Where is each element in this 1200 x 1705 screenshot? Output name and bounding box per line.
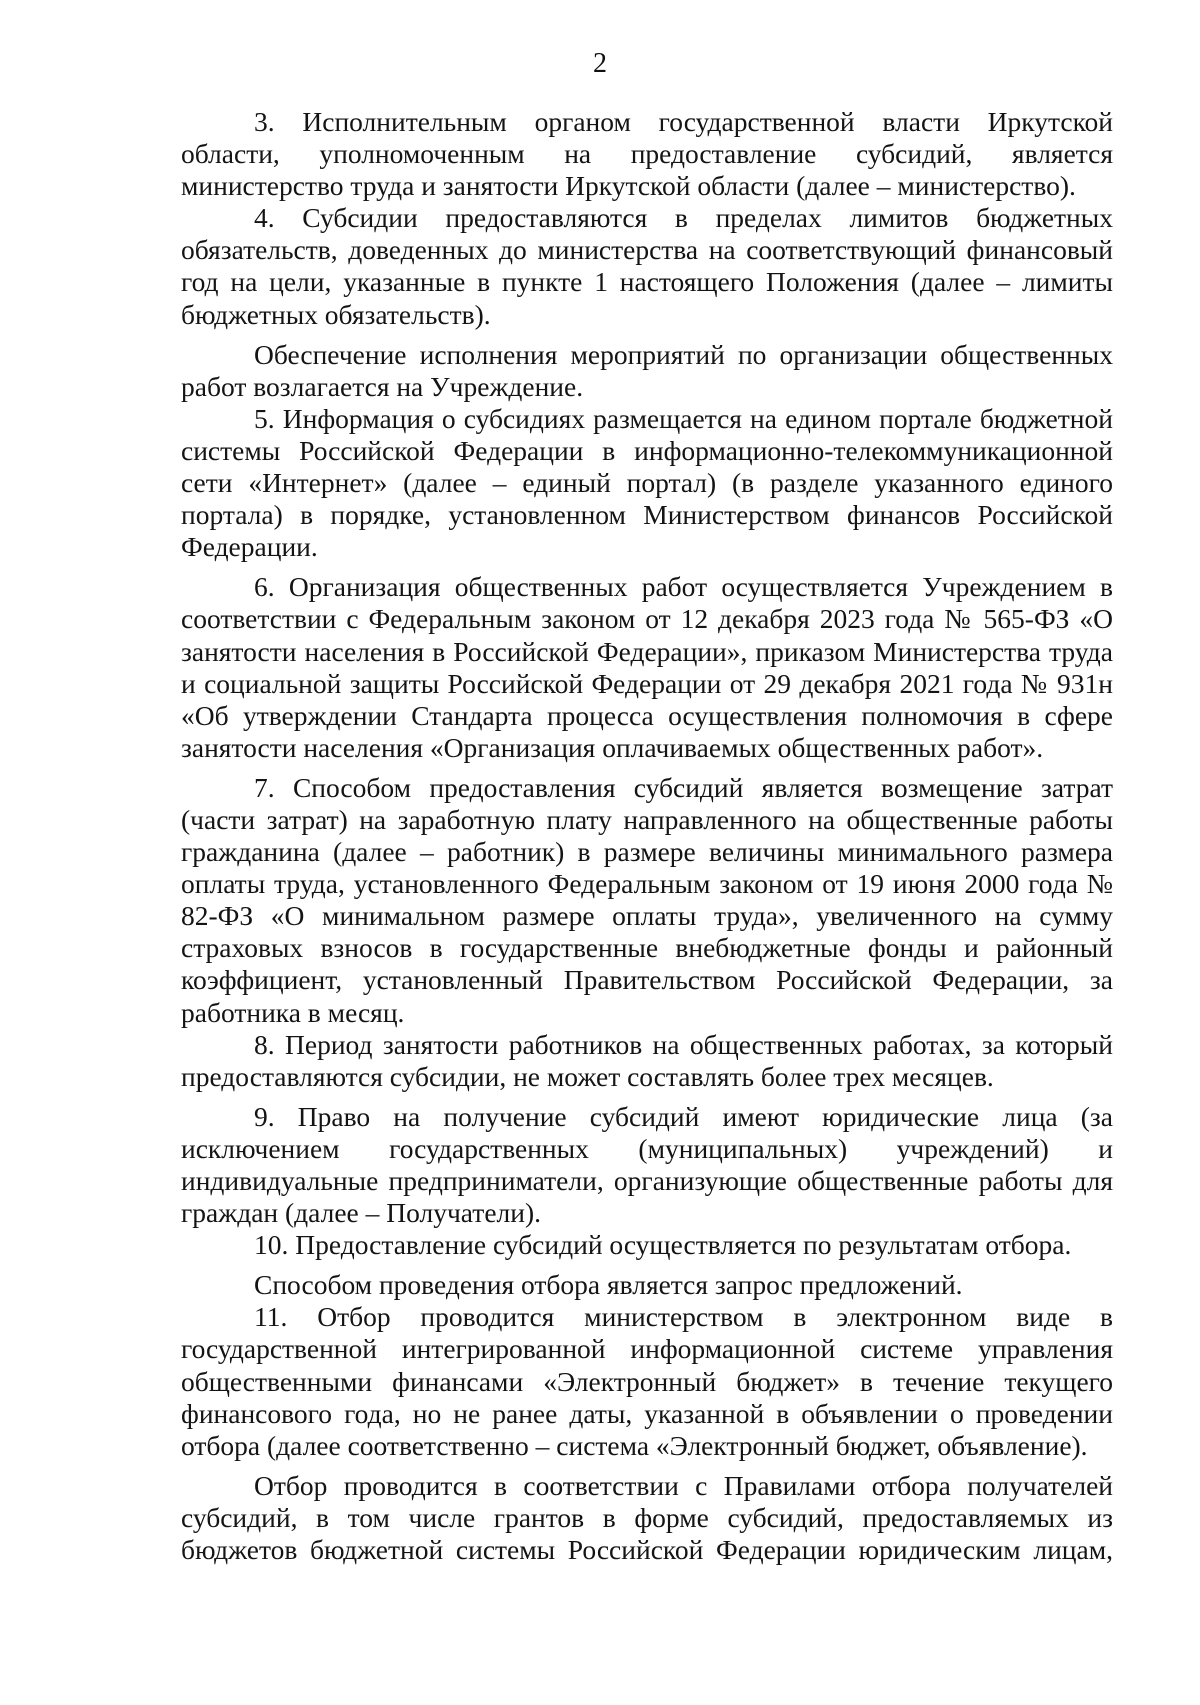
paragraph-item-5: 5. Информация о субсидиях размещается на едином портале бюджетной системы Российской Федерации в информационно-телекоммуникационной сети «Интернет» (далее – единый портал) (в разделе указанного единого портала) в порядке, установленном Министерством финансов Российской Федерации. — [181, 402, 1113, 563]
page-number: 2 — [593, 48, 607, 79]
paragraph-item-4: 4. Субсидии предоставляются в пределах лимитов бюджетных обязательств, доведенных до министерства на соответствующий финансовый год на цели, указанные в пункте 1 настоящего Положения (далее – лимиты бюджетных обязательств). — [181, 202, 1113, 330]
paragraph-item-6: 6. Организация общественных работ осуществляется Учреждением в соответствии с Федеральным законом от 12 декабря 2023 года № 565-ФЗ «О занятости населения в Российской Федерации», приказом Министерства труда и социальной защиты Российской Федерации от 29 декабря 2021 года № 931н «Об утверждении Стандарта процесса осуществления полномочия в сфере занятости населения «Организация оплачиваемых общественных работ». — [181, 571, 1113, 763]
paragraph-item-10: 10. Предоставление субсидий осуществляется по результатам отбора. — [254, 1229, 1072, 1261]
document-body — [181, 106, 1113, 1566]
paragraph-selection-rules: Отбор проводится в соответствии с Правилами отбора получателей субсидий, в том числе грантов в форме субсидий, предоставляемых из бюджетов бюджетной системы Российской Федерации юридическим лицам, — [181, 1469, 1113, 1566]
paragraph-item-7: 7. Способом предоставления субсидий является возмещение затрат (части затрат) на заработную плату направленного на общественные работы гражданина (далее – работник) в размере величины минимального размера оплаты труда, установленного Федеральным законом от 19 июня 2000 года № 82-ФЗ «О минимальном размере оплаты труда», увеличенного на сумму страховых взносов в государственные внебюджетные фонды и районный коэффициент, установленный Правительством Российской Федерации, за работника в месяц. — [181, 771, 1113, 1028]
paragraph-item-8: 8. Период занятости работников на общественных работах, за который предоставляются субсидии, не может составлять более трех месяцев. — [181, 1028, 1113, 1092]
paragraph-ensuring-execution: Обеспечение исполнения мероприятий по организации общественных работ возлагается на Учреждение. — [181, 338, 1113, 402]
paragraph-selection-method: Способом проведения отбора является запрос предложений. — [254, 1269, 963, 1301]
paragraph-item-3: 3. Исполнительным органом государственной власти Иркутской области, уполномоченным на предоставление субсидий, является министерство труда и занятости Иркутской области (далее – министерство). — [181, 106, 1113, 202]
paragraph-item-11: 11. Отбор проводится министерством в электронном виде в государственной интегрированной информационной системе управления общественными финансами «Электронный бюджет» в течение текущего финансового года, но не ранее даты, указанной в объявлении о проведении отбора (далее соответственно – система «Электронный бюджет, объявление). — [181, 1301, 1113, 1461]
paragraph-item-9: 9. Право на получение субсидий имеют юридические лица (за исключением государственных (муниципальных) учреждений) и индивидуальные предприниматели, организующие общественные работы для граждан (далее – Получатели). — [181, 1100, 1113, 1229]
